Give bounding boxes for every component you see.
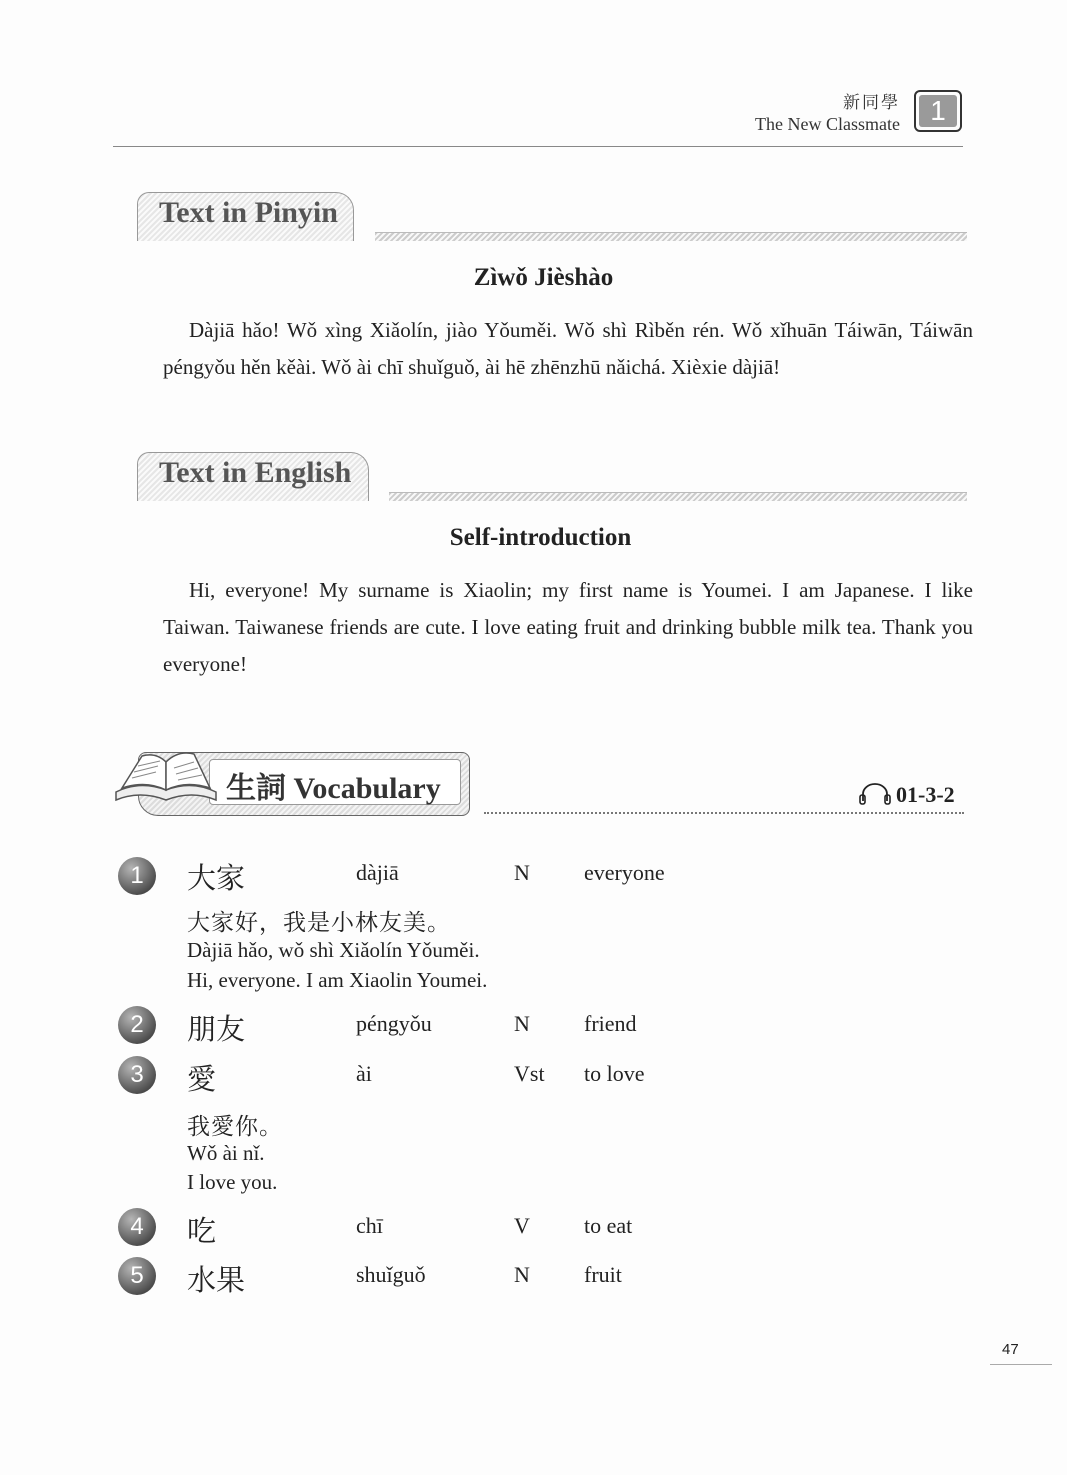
chapter-title-zh: 新同學 — [843, 93, 900, 113]
vocab-pinyin: péngyǒu — [356, 1011, 432, 1036]
pinyin-body-text: Dàjiā hǎo! Wǒ xìng Xiǎolín, jiào Yǒuměi. Wǒ shì Rìběn rén. Wǒ xǐhuān Táiwān, Táiwān péngyǒu hěn kěài. Wǒ ài chī shuǐguǒ, ài hē zhēnzhū nǎichá. Xièxie dàjiā! — [163, 318, 973, 379]
example-pinyin: Wǒ ài nǐ. — [187, 1141, 265, 1165]
chapter-number: 1 — [919, 95, 957, 127]
vocab-hanzi: 朋友 — [187, 1012, 246, 1046]
page-number: 47 — [1002, 1341, 1019, 1358]
vocab-pos: N — [514, 860, 530, 885]
section-header-pinyin — [137, 192, 967, 240]
vocab-pinyin: ài — [356, 1061, 372, 1086]
vocab-pinyin: shuǐguǒ — [356, 1262, 426, 1287]
vocab-number-1: 1 — [118, 857, 156, 895]
vocab-pinyin: chī — [356, 1213, 383, 1238]
section-header-english — [137, 452, 967, 500]
audio-track[interactable] — [858, 782, 955, 808]
section-heading-pinyin: Text in Pinyin — [159, 196, 338, 229]
vocab-english: fruit — [584, 1262, 622, 1287]
header-divider — [113, 146, 963, 147]
vocab-hanzi: 吃 — [187, 1214, 217, 1248]
english-body — [163, 572, 973, 683]
example-english: Hi, everyone. I am Xiaolin Youmei. — [187, 968, 488, 992]
vocabulary-heading: 生詞 Vocabulary — [226, 772, 441, 805]
vocab-pos: V — [514, 1213, 530, 1238]
vocab-english: to love — [584, 1061, 645, 1086]
section-heading-english: Text in English — [159, 456, 352, 489]
chapter-number-badge — [914, 90, 962, 132]
vocab-pinyin: dàjiā — [356, 860, 399, 885]
vocab-english: to eat — [584, 1213, 633, 1238]
page-number-rule — [990, 1364, 1052, 1365]
vocabulary-dotted-rule — [484, 812, 964, 814]
vocab-hanzi: 大家 — [187, 861, 246, 895]
english-title: Self-introduction — [449, 524, 632, 551]
vocab-number-5: 5 — [118, 1257, 156, 1295]
audio-track-number: 01-3-2 — [896, 782, 955, 807]
pinyin-title: Zìwǒ Jièshào — [473, 264, 614, 291]
vocab-number-2: 2 — [118, 1006, 156, 1044]
vocab-hanzi: 水果 — [187, 1263, 246, 1297]
vocab-number-3: 3 — [118, 1056, 156, 1094]
example-zh: 我愛你。 — [187, 1114, 283, 1140]
headphones-icon — [858, 783, 892, 805]
vocab-pos: Vst — [514, 1061, 545, 1086]
vocab-number-4: 4 — [118, 1208, 156, 1246]
vocab-pos: N — [514, 1011, 530, 1036]
vocab-pos: N — [514, 1262, 530, 1287]
english-body-text: Hi, everyone! My surname is Xiaolin; my first name is Youmei. I am Japanese. I like Taiwan. Taiwanese friends are cute. I love eating fruit and drinking bubble milk tea. Thank you everyone! — [163, 578, 973, 676]
example-english: I love you. — [187, 1170, 278, 1194]
chapter-title-en: The New Classmate — [755, 114, 900, 134]
example-pinyin: Dàjiā hǎo, wǒ shì Xiǎolín Yǒuměi. — [187, 938, 480, 962]
vocab-english: everyone — [584, 860, 665, 885]
example-zh: 大家好，我是小林友美。 — [187, 910, 451, 936]
open-book-icon — [112, 748, 222, 808]
vocab-english: friend — [584, 1011, 637, 1036]
vocab-hanzi: 愛 — [187, 1062, 217, 1096]
pinyin-body — [163, 312, 973, 386]
